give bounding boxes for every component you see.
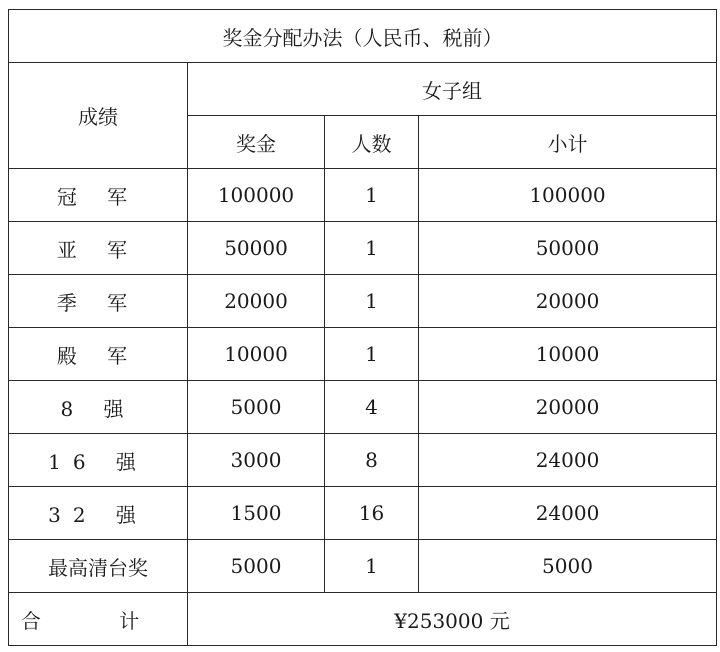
subtotal-cell: 24000 [419, 487, 717, 540]
count-cell: 4 [325, 381, 419, 434]
subtotal-cell: 10000 [419, 328, 717, 381]
group-header: 女子组 [188, 63, 717, 116]
prize-cell: 5000 [188, 540, 325, 593]
prize-cell: 20000 [188, 275, 325, 328]
subtotal-header: 小计 [419, 116, 717, 169]
table-title: 奖金分配办法（人民币、税前） [9, 10, 717, 63]
count-cell: 16 [325, 487, 419, 540]
table-row [9, 222, 717, 275]
subtotal-cell: 24000 [419, 434, 717, 487]
prize-distribution-table [8, 9, 717, 646]
rank-cell: 8 强 [9, 381, 188, 434]
table-row [9, 434, 717, 487]
prize-header: 奖金 [188, 116, 325, 169]
prize-cell: 100000 [188, 169, 325, 222]
subtotal-cell: 20000 [419, 381, 717, 434]
rank-cell: 32 强 [9, 487, 188, 540]
header-row-group [9, 63, 717, 116]
rank-cell: 亚 军 [9, 222, 188, 275]
subtotal-cell: 100000 [419, 169, 717, 222]
count-cell: 1 [325, 169, 419, 222]
count-cell: 1 [325, 328, 419, 381]
total-label: 合 计 [9, 593, 188, 646]
table-row [9, 275, 717, 328]
rank-cell: 最高清台奖 [9, 540, 188, 593]
count-cell: 8 [325, 434, 419, 487]
subtotal-cell: 20000 [419, 275, 717, 328]
prize-cell: 10000 [188, 328, 325, 381]
prize-cell: 5000 [188, 381, 325, 434]
table-row [9, 381, 717, 434]
count-cell: 1 [325, 222, 419, 275]
rank-cell: 殿 军 [9, 328, 188, 381]
count-cell: 1 [325, 540, 419, 593]
table-row [9, 540, 717, 593]
rank-cell: 冠 军 [9, 169, 188, 222]
rank-cell: 季 军 [9, 275, 188, 328]
total-row [9, 593, 717, 646]
prize-cell: 1500 [188, 487, 325, 540]
prize-cell: 3000 [188, 434, 325, 487]
prize-cell: 50000 [188, 222, 325, 275]
rank-cell: 16 强 [9, 434, 188, 487]
total-value: ¥253000 元 [188, 593, 717, 646]
count-header: 人数 [325, 116, 419, 169]
table-row [9, 487, 717, 540]
subtotal-cell: 5000 [419, 540, 717, 593]
table-row [9, 328, 717, 381]
table-row [9, 169, 717, 222]
score-header: 成绩 [9, 63, 188, 169]
subtotal-cell: 50000 [419, 222, 717, 275]
title-row [9, 10, 717, 63]
count-cell: 1 [325, 275, 419, 328]
